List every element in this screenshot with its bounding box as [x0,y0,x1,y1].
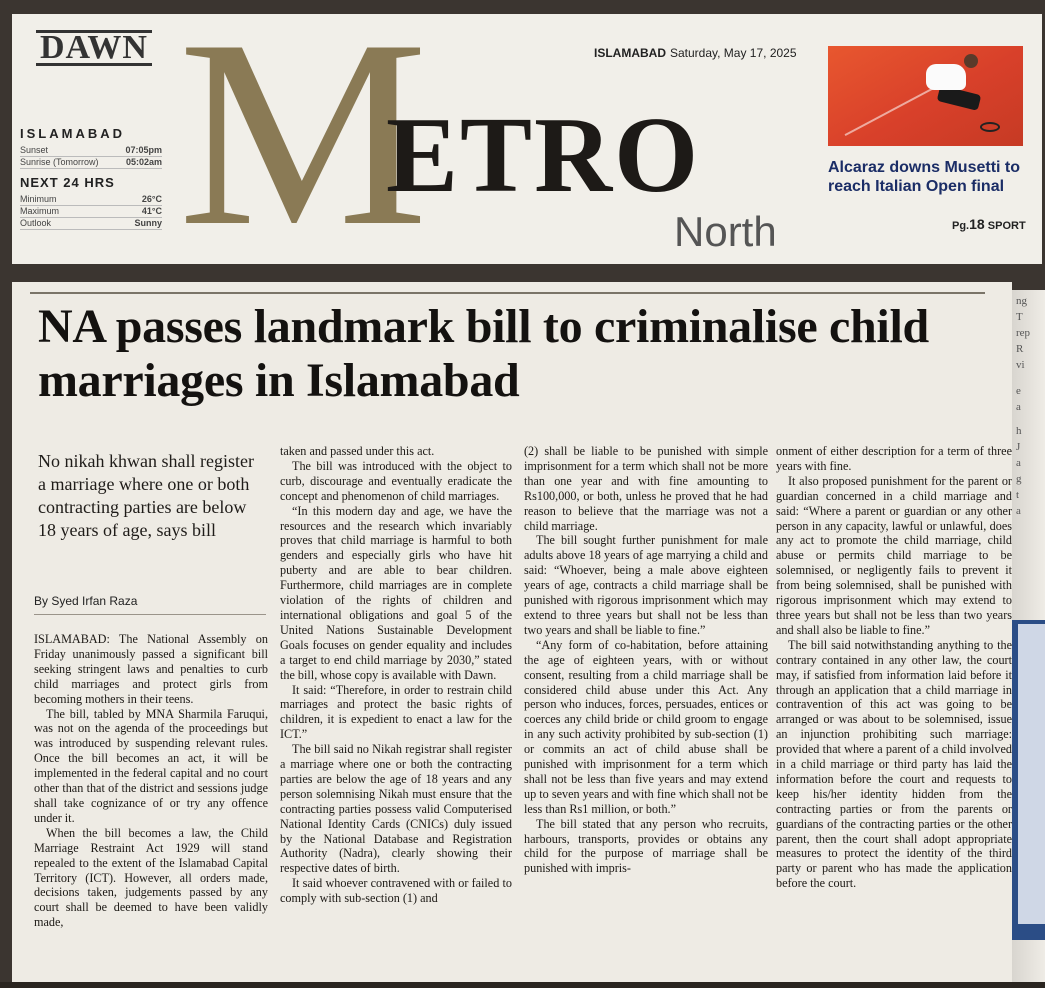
weather-row: Maximum 41°C [20,206,162,216]
weather-city: ISLAMABAD [20,126,125,141]
section-title-rest: ETRO [386,96,701,215]
paragraph: “Any form of co-habitation, before attaining the age of eighteen years, with or without consent, resulting from a child marriage shall be considered child abuse under this Act. Any person who induces, forces, persuades, entices or coerces any child bride or child groom to engage in any such activity prohibited by sub-section (1) or commits an act of child abuse shall be punished with imprisonment for a term which shall not be less than five years and may extend up to seven years and with fine which shall not be less than Rs1 million, or both.” [524,637,768,816]
sport-promo-headline: Alcaraz downs Musetti to reach Italian Open final [828,159,1021,195]
paragraph: onment of either description for a term of three years with fine. [776,444,1012,473]
dateline-date: Saturday, May 17, 2025 [670,46,797,60]
paragraph: The bill said no Nikah registrar shall register a marriage where one or both the contracting parties are below the age of 18 years and any person solemnising Nikah must ensure that the contracting parties possess valid Computerised National Identity Cards (CNICs) duly issued by the National Database and Registration Authority (Nadra), clearly showing their respective dates of birth. [280,742,512,876]
edition-label: North [674,208,777,255]
dateline [594,46,797,60]
article-column-1 [34,632,268,930]
article-standfirst: No nikah khwan shall register a marriage where one or both contracting parties are below 18 years of age, says bill [38,451,254,540]
paragraph: It said: “Therefore, in order to restrain child marriages and protect the basic rights of children, it is expedient to enact a law for the ICT.” [280,682,512,742]
paragraph: The bill, tabled by MNA Sharmila Faruqui, was not on the agenda of the proceedings but was introduced by suspending relevant rules. Once the bill becomes an act, it will be implemented in the federal capital and no court other than that of the district and sessions judge shall take cognizance of or try any offence under it. [34,706,268,825]
section-title-initial: M [178,14,429,264]
paragraph: “In this modern day and age, we have the resources and the research which invariably proves that child marriage is harmful to both genders and especially girls who have hit puberty and are able to bear children. Furthermore, child marriages are in complete violation of the rights of children and international obligations and goal 5 of the United Nations Sustainable Development Goals focuses on gender equality and includes a target to end child marriage by 2030,” stated the bill, whose copy is available with Dawn. [280,503,512,682]
paragraph: (2) shall be liable to be punished with simple imprisonment for a term which shall not be more than one year and with fine amounting to Rs100,000, or both, unless he proved that he had reason to believe that the marriage was not a child marriage. [524,444,768,533]
weather-box [20,126,162,230]
weather-row: Sunrise (Tomorrow) 05:02am [20,157,162,167]
article-column-4 [776,444,1012,891]
article-column-2 [280,444,512,906]
byline-rule [34,614,266,615]
weather-next-label: NEXT 24 HRS [20,175,115,190]
paper-logo: DAWN [36,30,152,66]
paragraph: The bill stated that any person who recruits, harbours, transports, provides or obtains any child for the purpose of marriage shall be punished with impris- [524,816,768,876]
paragraph: ISLAMABAD: The National Assembly on Friday unanimously passed a significant bill seeking stringent laws and penalties to curb child marriages and protect girls from becoming mothers in their teens. [34,632,268,706]
sport-promo-photo [828,46,1023,146]
masthead [12,14,1042,264]
paragraph: The bill was introduced with the object to curb, discourage and eventually eradicate the concept and phenomenon of child marriages. [280,458,512,503]
article-headline: NA passes landmark bill to criminalise child marriages in Islamabad [38,300,929,407]
paragraph: taken and passed under this act. [280,444,435,458]
article-byline: By Syed Irfan Raza [34,594,138,608]
dateline-city: ISLAMABAD [594,46,666,60]
weather-row: Outlook Sunny [20,218,162,228]
tennis-racket-icon [980,122,1000,132]
article-column-3 [524,444,768,876]
weather-row: Sunset 07:05pm [20,145,162,155]
top-rule [30,292,985,294]
paragraph: The bill sought further punishment for male adults above 18 years of age marrying a child and said: “Whoever, being a male above eighteen years of age, contracts a child marriage shall be punished with rigorous imprisonment which may extend to three years but shall not be less than two years and shall be liable to fine.” [524,533,768,637]
paragraph: It also proposed punishment for the parent or guardian concerned in a child marriage and said: “Where a parent or guardian or any other person in any capacity, lawful or unlawful, does any act to promote the child marriage, child abuse or permits child marriage to be solemnised, or negligently fails to prevent it from being solemnised, shall be punished with rigorous imprisonment which may extend to three years but shall not be less than two years and shall also be liable to fine.” [776,473,1012,637]
sport-promo-page: Pg.18 SPORT [952,216,1026,232]
paragraph: It said whoever contravened with or failed to comply with sub-section (1) and [280,876,512,906]
paragraph: The bill said notwithstanding anything to the contrary contained in any other law, the court may, if satisfied from information laid before it through an application that a child marriage in contravention of this act was going to be arranged or was about to be solemnised, issue an injunction prohibiting such marriage: provided that where a parent of a child involved in a child marriage or third party has laid the information before the court and requests to keep his/her identity hidden from the contracting parties or from the parents or guardians of the contracting parties or the other parent, then the court shall adopt appropriate measures to protect the identity of the third party or parent who has made the application before the court. [776,637,1012,891]
adjacent-page-edge: ng T rep R vi e a h J a g t a [1012,290,1045,988]
article [12,282,1012,982]
weather-row: Minimum 26°C [20,194,162,204]
paragraph: When the bill becomes a law, the Child Marriage Restraint Act 1929 will stand repealed to the extent of the Islamabad Capital Territory (ICT). However, all orders made, decisions taken, judgements passed by any court shall be deemed to have been validly made, [34,825,268,930]
